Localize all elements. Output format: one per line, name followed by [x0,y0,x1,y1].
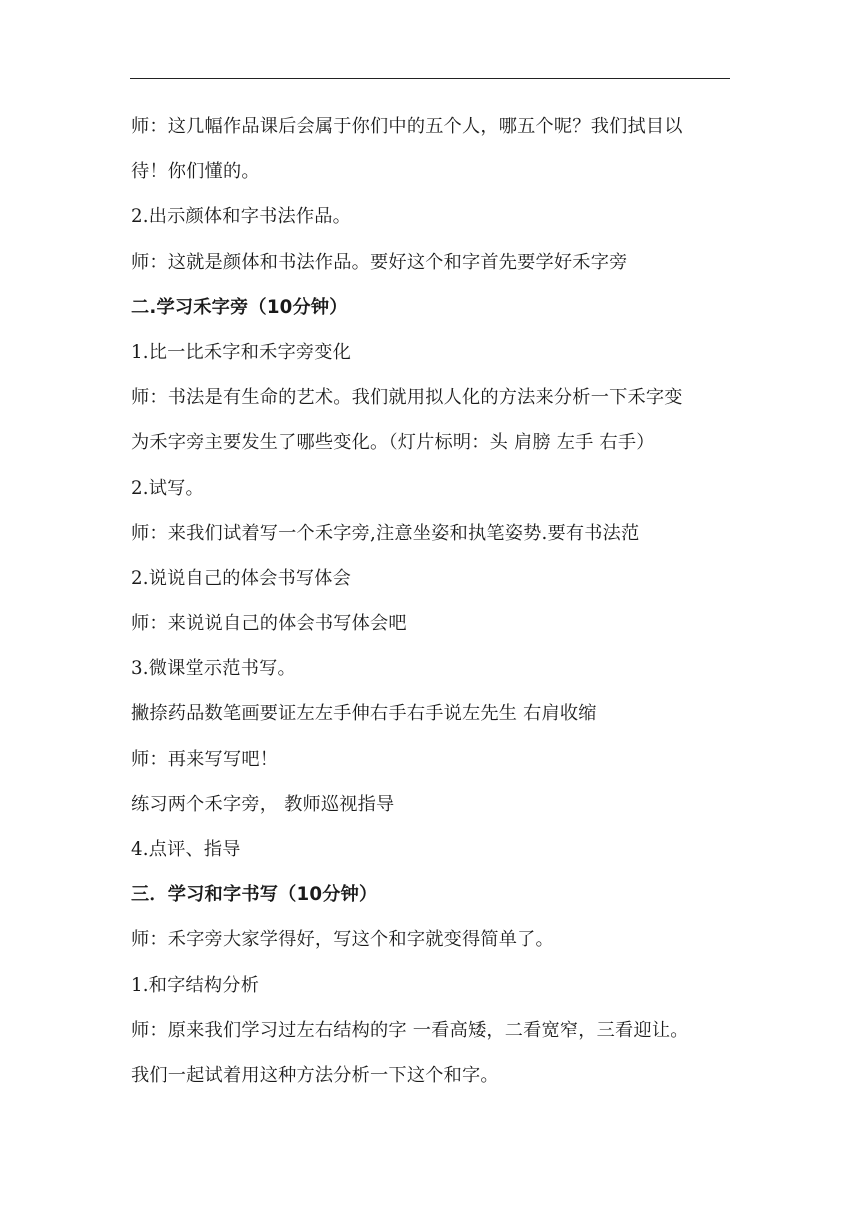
paragraph-line: 1.比一比禾字和禾字旁变化 [131,341,352,363]
paragraph-line: 2.试写。 [131,477,204,499]
paragraph-line: 3.微课堂示范书写。 [131,658,296,680]
paragraph-line: 练习两个禾字旁， 教师巡视指导 [131,793,395,815]
paragraph-line: 师：原来我们学习过左右结构的字 一看高矮，二看宽窄，三看迎让。 [131,1019,689,1041]
paragraph-line: 师：书法是有生命的艺术。我们就用拟人化的方法来分析一下禾字变 [131,387,683,409]
paragraph-line: 撇捺药品数笔画要证左左手伸右手右手说左先生 右肩收缩 [131,703,597,725]
paragraph-line: 4.点评、指导 [131,839,241,860]
paragraph-line: 1.和字结构分析 [131,974,260,996]
section-heading: 三．学习和字书写（10分钟） [131,884,378,906]
paragraph-line: 师：这就是颜体和书法作品。要好这个和字首先要学好禾字旁 [131,251,628,273]
paragraph-line: 师：再来写写吧！ [131,748,279,770]
paragraph-line: 待！你们懂的。 [131,161,260,183]
paragraph-line: 2.出示颜体和字书法作品。 [131,206,352,228]
section-heading: 二.学习禾字旁（10分钟） [131,296,348,318]
paragraph-line: 师：来我们试着写一个禾字旁,注意坐姿和执笔姿势.要有书法范 [131,522,640,544]
paragraph-line: 为禾字旁主要发生了哪些变化。（灯片标明：头 肩膀 左手 右手） [131,432,655,454]
paragraph-line: 我们一起试着用这种方法分析一下这个和字。 [131,1064,499,1086]
document-body [131,112,741,1106]
paragraph-line: 师：来说说自己的体会书写体会吧 [131,613,407,635]
header-rule [130,78,730,79]
paragraph-line: 师：这几幅作品课后会属于你们中的五个人，哪五个呢？我们拭目以 [131,116,683,137]
paragraph-line: 师：禾字旁大家学得好，写这个和字就变得简单了。 [131,929,554,951]
paragraph-line: 2.说说自己的体会书写体会 [131,567,352,589]
